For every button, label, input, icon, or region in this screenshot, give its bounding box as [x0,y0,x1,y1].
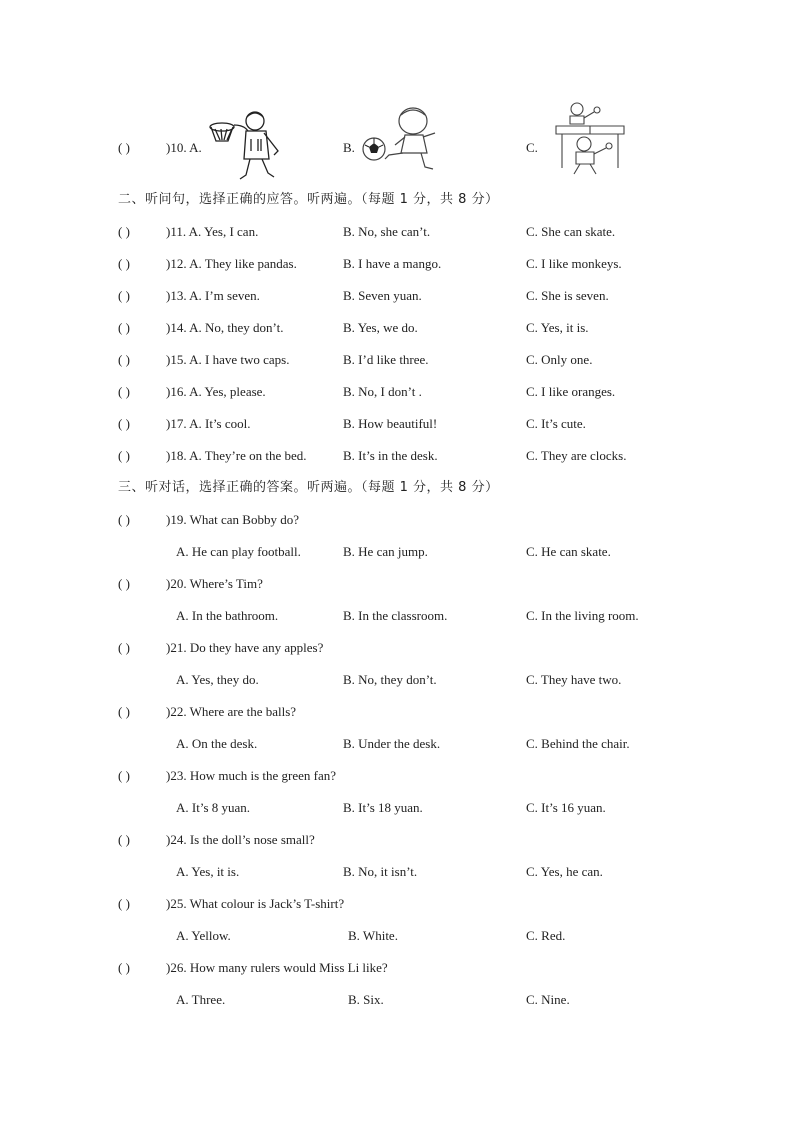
option-b: B. Six. [348,992,384,1007]
question-16 [0,381,794,403]
question-text: )25. What colour is Jack’s T-shirt? [166,896,345,911]
answer-blank[interactable]: ( ) [118,384,130,399]
option-b: B. He can jump. [343,544,428,559]
option-b: B. Seven yuan. [343,288,422,303]
question-21 [0,637,794,659]
option-a: )18. A. They’re on the bed. [166,448,307,463]
question-12 [0,253,794,275]
question-26-options [0,989,794,1011]
answer-blank[interactable]: ( ) [118,320,130,335]
option-a: A. Three. [176,992,226,1007]
question-19 [0,509,794,531]
option-c: C. Yes, it is. [526,320,589,335]
option-a: A. Yellow. [176,928,231,943]
question-text: )20. Where’s Tim? [166,576,263,591]
option-b-label: B. [343,140,355,155]
option-a: A. In the bathroom. [176,608,279,623]
question-text: )21. Do they have any apples? [166,640,324,655]
basketball-player-icon [206,107,286,183]
question-13 [0,285,794,307]
section-2-title: 二、听问句，选择正确的应答。听两遍。（每题 1 分，共 8 分） [118,192,499,207]
option-c: C. She can skate. [526,224,616,239]
option-c: C. I like oranges. [526,384,616,399]
question-22-options [0,733,794,755]
answer-blank[interactable]: ( ) [118,896,130,911]
option-b: B. No, she can’t. [343,224,431,239]
question-24-options [0,861,794,883]
option-c: C. I like monkeys. [526,256,622,271]
option-b: B. I have a mango. [343,256,442,271]
question-text: )24. Is the doll’s nose small? [166,832,315,847]
option-c: C. In the living room. [526,608,639,623]
question-25 [0,893,794,915]
option-c: C. He can skate. [526,544,611,559]
answer-blank[interactable]: ( ) [118,960,130,975]
question-23-options [0,797,794,819]
section-3-title: 三、听对话，选择正确的答案。听两遍。（每题 1 分，共 8 分） [118,480,499,495]
option-b: B. No, they don’t. [343,672,437,687]
question-14 [0,317,794,339]
option-c: C. It’s cute. [526,416,586,431]
option-c: C. Nine. [526,992,570,1007]
option-a: A. Yes, they do. [176,672,259,687]
option-c: C. They have two. [526,672,622,687]
question-text: )19. What can Bobby do? [166,512,299,527]
option-c-label: C. [526,140,538,155]
option-b: B. Yes, we do. [343,320,418,335]
option-b: B. How beautiful! [343,416,438,431]
question-number: )10. A. [166,140,202,155]
option-c: C. They are clocks. [526,448,627,463]
question-23 [0,765,794,787]
option-b: B. Under the desk. [343,736,441,751]
option-a: )15. A. I have two caps. [166,352,290,367]
option-a: A. It’s 8 yuan. [176,800,251,815]
option-b: B. No, I don’t . [343,384,422,399]
option-a: A. On the desk. [176,736,258,751]
soccer-player-icon [361,103,447,175]
answer-blank[interactable]: ( ) [118,256,130,271]
answer-blank[interactable]: ( ) [118,448,130,463]
option-c: C. She is seven. [526,288,609,303]
answer-blank[interactable]: ( ) [118,416,130,431]
question-20-options [0,605,794,627]
answer-blank[interactable]: ( ) [118,640,130,655]
option-c: C. Red. [526,928,566,943]
answer-blank[interactable]: ( ) [118,768,130,783]
option-a: A. He can play football. [176,544,301,559]
question-18 [0,445,794,467]
question-text: )22. Where are the balls? [166,704,297,719]
question-text: )26. How many rulers would Miss Li like? [166,960,388,975]
answer-blank[interactable]: ( ) [118,576,130,591]
option-b: B. White. [348,928,398,943]
question-17 [0,413,794,435]
option-a: )12. A. They like pandas. [166,256,297,271]
question-19-options [0,541,794,563]
table-tennis-icon [550,100,630,180]
option-b: B. No, it isn’t. [343,864,418,879]
question-11 [0,221,794,243]
answer-blank[interactable]: ( ) [118,512,130,527]
answer-blank[interactable]: ( ) [118,288,130,303]
option-a: )13. A. I’m seven. [166,288,260,303]
option-c: C. Only one. [526,352,593,367]
answer-blank[interactable]: ( ) [118,352,130,367]
question-26 [0,957,794,979]
option-b: B. It’s in the desk. [343,448,438,463]
option-c: C. Yes, he can. [526,864,603,879]
answer-blank[interactable]: ( ) [118,224,130,239]
option-a: A. Yes, it is. [176,864,240,879]
option-b: B. I’d like three. [343,352,429,367]
question-15 [0,349,794,371]
answer-blank[interactable]: ( ) [118,140,130,155]
question-24 [0,829,794,851]
question-25-options [0,925,794,947]
option-b: B. It’s 18 yuan. [343,800,423,815]
option-c: C. It’s 16 yuan. [526,800,606,815]
question-22 [0,701,794,723]
question-20 [0,573,794,595]
option-a: )14. A. No, they don’t. [166,320,284,335]
option-a: )11. A. Yes, I can. [166,224,259,239]
option-a: )17. A. It’s cool. [166,416,251,431]
option-a: )16. A. Yes, please. [166,384,266,399]
option-b: B. In the classroom. [343,608,448,623]
answer-blank[interactable]: ( ) [118,832,130,847]
question-text: )23. How much is the green fan? [166,768,337,783]
question-21-options [0,669,794,691]
answer-blank[interactable]: ( ) [118,704,130,719]
option-c: C. Behind the chair. [526,736,630,751]
